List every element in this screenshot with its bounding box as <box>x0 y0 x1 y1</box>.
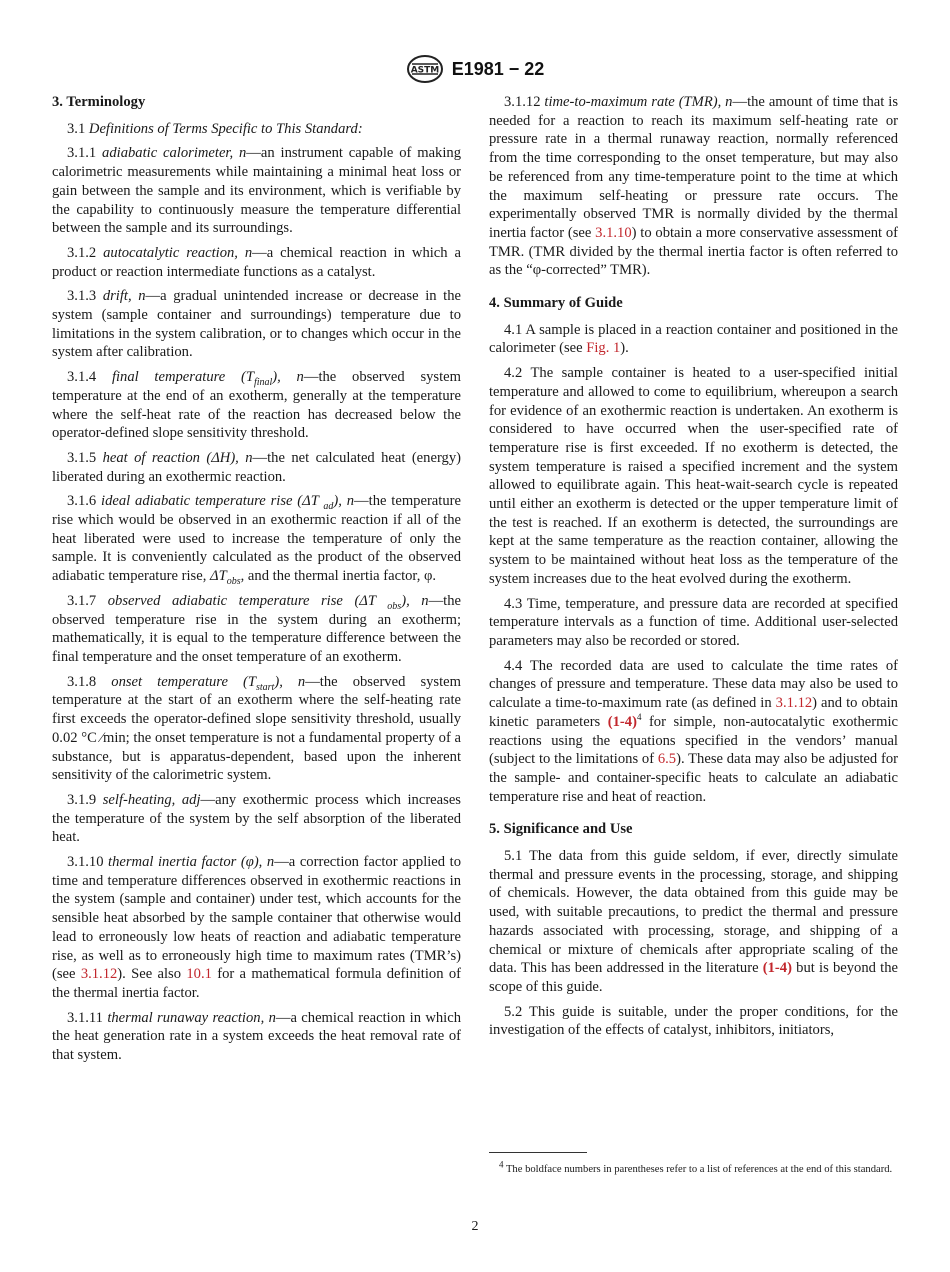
paragraph: 4.1 A sample is placed in a reaction container and positioned in the calorimeter (see Fig. 1). <box>489 321 898 357</box>
footnote-divider <box>489 1152 587 1153</box>
paragraph: 3.1.12 time-to-maximum rate (TMR), n—the amount of time that is needed for a reaction to reach its maximum self-heating rate or pressure rate in a thermal runaway reaction, normally referenced from the time corresponding to the onset temperature, but may also be referenced from any time-temperature point to the time at which the maximum self-heating or pressure rate occurs. The experimentally observed TMR is normally divided by the thermal inertia factor (see 3.1.10) to obtain a more conservative assessment of TMR. (TMR divided by the thermal inertia factor is often referred to as the “φ-corrected” TMR). <box>489 94 898 279</box>
paragraph: 4.3 Time, temperature, and pressure data are recorded at specified temperature intervals as a function of time. Additional user-selected parameters may also be recorded or stored. <box>489 595 898 649</box>
reference-link[interactable]: (1-4) <box>762 960 792 977</box>
xref-link[interactable]: 3.1.12 <box>775 695 813 712</box>
paragraph: 3.1.1 adiabatic calorimeter, n—an instrument capable of making calorimetric measurements while maintaining a minimal heat loss or gain between the sample and its environment, which is verifiable by the capability to continuously measure the temperature differential between the sample and its surroundings. <box>52 145 461 237</box>
footnote: $^4$ The boldface numbers in parentheses refer to a list of references at the end of this standard. <box>499 1159 893 1175</box>
astm-logo-icon <box>406 54 444 84</box>
xref-link[interactable]: 10.1 <box>186 966 212 983</box>
paragraph: 3.1.11 thermal runaway reaction, n—a chemical reaction in which the heat generation rate in a system exceeds the heat removal rate of that system. <box>52 1009 462 1064</box>
paragraph: 3.1.7 observed adiabatic temperature rise (ΔT $_{obs}$), n—the observed temperature rise in the system during an exotherm; mathematically, it is equal to the temperature difference between the final temperature and the onset temperature of an exotherm. <box>52 592 461 665</box>
designation: E1981 − 22 <box>451 58 545 79</box>
paragraph: 3.1.3 drift, n—a gradual unintended increase or decrease in the system (sample container and surroundings) temperature due to limitations in the system calibration, or to changes which occur in the system after calibration. <box>52 288 462 361</box>
paragraph: 4.2 The sample container is heated to a user-specified initial temperature and allowed to come to equilibrium, whereupon a search for evidence of an exothermic reaction is undertaken. An exotherm is considered to have occurred when the user-specified rate of temperature rise is first exceeded. If no exotherm is detected, the system temperature is raised a specified increment and the system allowed to equilibrate again. This heat-wait-search cycle is repeated until either an exotherm is detected or the upper temperature limit of the test is reached. If an exotherm is detected, the surroundings are kept at the same temperature as the reaction container, allowing the system to be maintained without heat loss as the temperature of the system increases due to the heat evolved during the exotherm. <box>489 365 898 587</box>
section-heading: 3. Terminology <box>52 94 146 110</box>
paragraph: 5.1 The data from this guide seldom, if ever, directly simulate thermal and pressure events in the processing, storage, and shipping of chemicals. However, the data obtained from this guide may be used, with suitable precautions, to predict the thermal and pressure hazards associated with processing, storage, and shipping of a chemical or mixture of chemicals after appropriate scaling of the data. This has been addressed in the literature (1-4) but is beyond the scope of this guide. <box>489 848 898 995</box>
paragraph: 3.1.10 thermal inertia factor (φ), n—a correction factor applied to time and temperature differences observed in exothermic reactions in the system (sample and container) under test, which accounts for the sensible heat absorbed by the sample container that otherwise would lead to erroneously low heats of reaction and adiabatic temperature rise, as well as to erroneously high time to maximum rates (TMR’s) (see 3.1.12). See also 10.1 for a mathematical formula definition of the thermal inertia factor. <box>52 854 461 1001</box>
xref-link[interactable]: 6.5 <box>657 751 677 768</box>
xref-link[interactable]: 3.1.10 <box>595 224 632 241</box>
paragraph: 3.1.8 onset temperature $(T_{start})$, n—the observed system temperature at the start of an exotherm where the self-heating rate first exceeds the operator-defined slope sensitivity threshold, usually 0.02 °C ⁄min; the onset temperature is not a fundamental property of a substance, but is apparatus-dependent, based upon the inherent sensitivity of the calorimetric system. <box>52 673 461 784</box>
paragraph: 3.1.5 heat of reaction (ΔH), n—the net calculated heat (energy) liberated during an exothermic reaction. <box>52 449 461 485</box>
left-column <box>52 93 461 1071</box>
paragraph: 4.4 The recorded data are used to calculate the time rates of changes of pressure and temperature. These data may also be used to calculate a time-to-maximum rate (as defined in 3.1.12) and to obtain kinetic parameters $(1-4)^4$ for simple, non-autocatalytic exothermic reactions using the equations specified in the vendors’ manual (subject to the limitations of 6.5). These data may also be adjusted for the sample- and container-specific heats to calculate an adiabatic temperature rise and heat of reaction. <box>489 657 898 805</box>
xref-link[interactable]: 3.1.12 <box>80 966 118 983</box>
figure-link[interactable]: Fig. 1 <box>586 340 621 357</box>
section-heading: 5. Significance and Use <box>489 821 633 838</box>
section-heading: 4. Summary of Guide <box>489 295 623 312</box>
paragraph: 3.1.9 self-heating, adj—any exothermic process which increases the temperature of the system by the self absorption of the liberated heat. <box>52 791 461 846</box>
paragraph: 5.2 This guide is suitable, under the proper conditions, for the investigation of the effects of catalyst, inhibitors, initiators, <box>489 1003 898 1039</box>
paragraph: 3.1 Definitions of Terms Specific to This Standard: <box>67 120 363 137</box>
footnote-marker: 4 <box>636 711 642 722</box>
page-header <box>0 54 950 89</box>
paragraph: 3.1.4 final temperature $(T_{final})$, n—the observed system temperature at the end of an exotherm, generally at the temperature where the self-heat rate of the reaction has decreased below the operator-defined slope sensitivity threshold. <box>52 369 461 442</box>
paragraph: 3.1.6 ideal adiabatic temperature rise (ΔT $_{ad}$), n—the temperature rise which would be observed in an exothermic reaction if all of the heat liberated were used to increase the temperature of only the sample. It is conveniently calculated as the product of the observed adiabatic temperature rise, $\Delta T_{obs}$, and the thermal inertia factor, φ. <box>52 493 461 588</box>
svg-text:ASTM: ASTM <box>410 65 439 76</box>
right-column <box>489 93 898 1046</box>
paragraph: 3.1.2 autocatalytic reaction, n—a chemical reaction in which a product or reaction intermediate functions as a catalyst. <box>52 244 461 280</box>
reference-link[interactable]: (1-4) <box>607 713 637 730</box>
page-number: 2 <box>471 1219 479 1234</box>
